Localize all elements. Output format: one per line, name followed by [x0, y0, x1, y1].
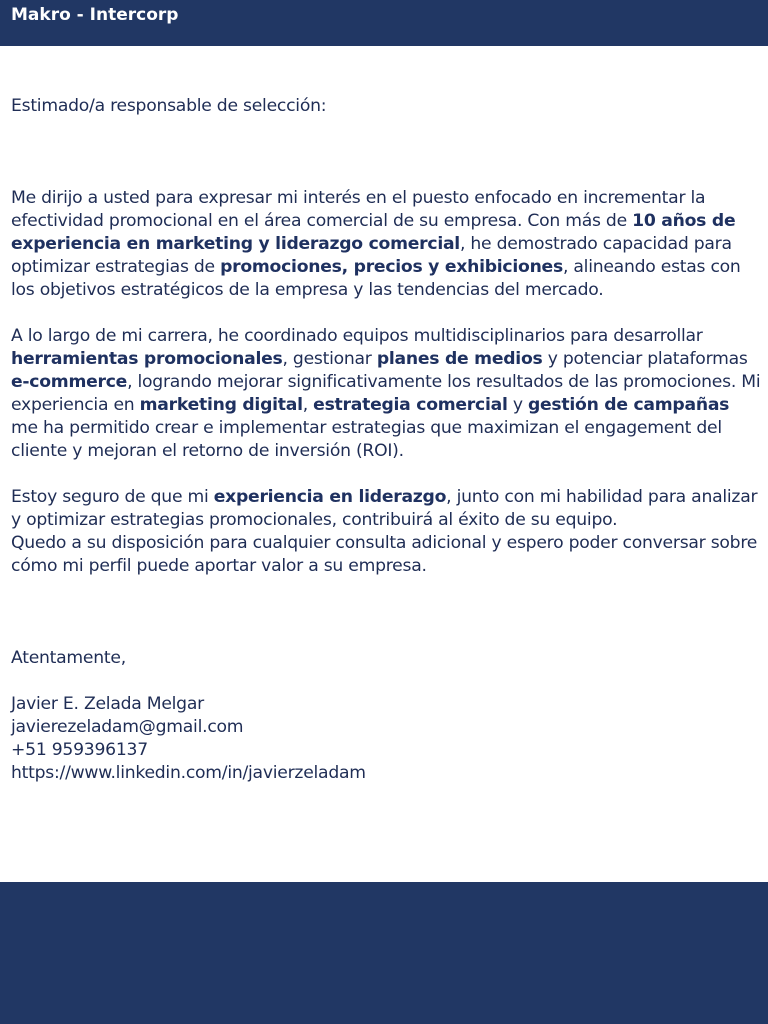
- paragraph-intro: [11, 187, 761, 302]
- signature-name: Javier E. Zelada Melgar: [11, 694, 204, 714]
- highlight-text: 10 años de experiencia en marketing y liderazgo comercial: [11, 211, 736, 254]
- text-run: A lo largo de mi carrera, he coordinado equipos multidisciplinarios para desarrollar: [11, 326, 703, 346]
- text-run: , junto con mi habilidad para analizar y optimizar estrategias promocionales, contribuirá al éxito de su equipo.: [11, 487, 758, 530]
- footer-bar: [0, 882, 768, 1024]
- signature-email: javierezeladam@gmail.com: [11, 717, 244, 737]
- paragraph-leadership: [11, 486, 761, 532]
- highlight-text: marketing digital: [139, 395, 303, 415]
- highlight-text: experiencia en liderazgo: [213, 487, 447, 507]
- text-run: Estoy seguro de que mi: [11, 487, 214, 507]
- text-run: y: [507, 395, 528, 415]
- text-run: , gestionar: [282, 349, 377, 369]
- header-title: Makro - Intercorp: [11, 5, 179, 25]
- highlight-text: planes de medios: [376, 349, 543, 369]
- signature-linkedin: https://www.linkedin.com/in/javierzeladam: [11, 763, 366, 783]
- text-run: y potenciar plataformas: [542, 349, 748, 369]
- text-run: , alineando estas con los objetivos estratégicos de la empresa y las tendencias del mercado.: [11, 257, 741, 300]
- salutation: Estimado/a responsable de selección:: [11, 96, 327, 116]
- signature-block: [11, 693, 761, 785]
- text-run: me ha permitido crear e implementar estrategias que maximizan el engagement del cliente y mejoran el retorno de inversión (ROI).: [11, 418, 722, 461]
- signature-phone: +51 959396137: [11, 740, 148, 760]
- closing: Atentamente,: [11, 648, 126, 668]
- text-run: , logrando mejorar significativamente los resultados de las promociones. Mi experiencia en: [11, 372, 761, 415]
- text-run: Me dirijo a usted para expresar mi interés en el puesto enfocado en incrementar la efectividad promocional en el área comercial de su empresa. Con más de: [11, 188, 706, 231]
- highlight-text: estrategia comercial: [313, 395, 508, 415]
- text-run: ,: [302, 395, 314, 415]
- header-bar: [0, 0, 768, 46]
- letter-body: [11, 95, 761, 785]
- spacer: [11, 578, 761, 647]
- highlight-text: herramientas promocionales: [11, 349, 283, 369]
- highlight-text: promociones, precios y exhibiciones: [220, 257, 563, 277]
- paragraph-experience: [11, 325, 761, 463]
- highlight-text: gestión de campañas: [527, 395, 730, 415]
- text-run: , he demostrado capacidad para optimizar estrategias de: [11, 234, 732, 277]
- paragraph-availability: Quedo a su disposición para cualquier consulta adicional y espero poder conversar sobre cómo mi perfil puede aportar valor a su empresa.: [11, 533, 758, 576]
- highlight-text: e-commerce: [11, 372, 128, 392]
